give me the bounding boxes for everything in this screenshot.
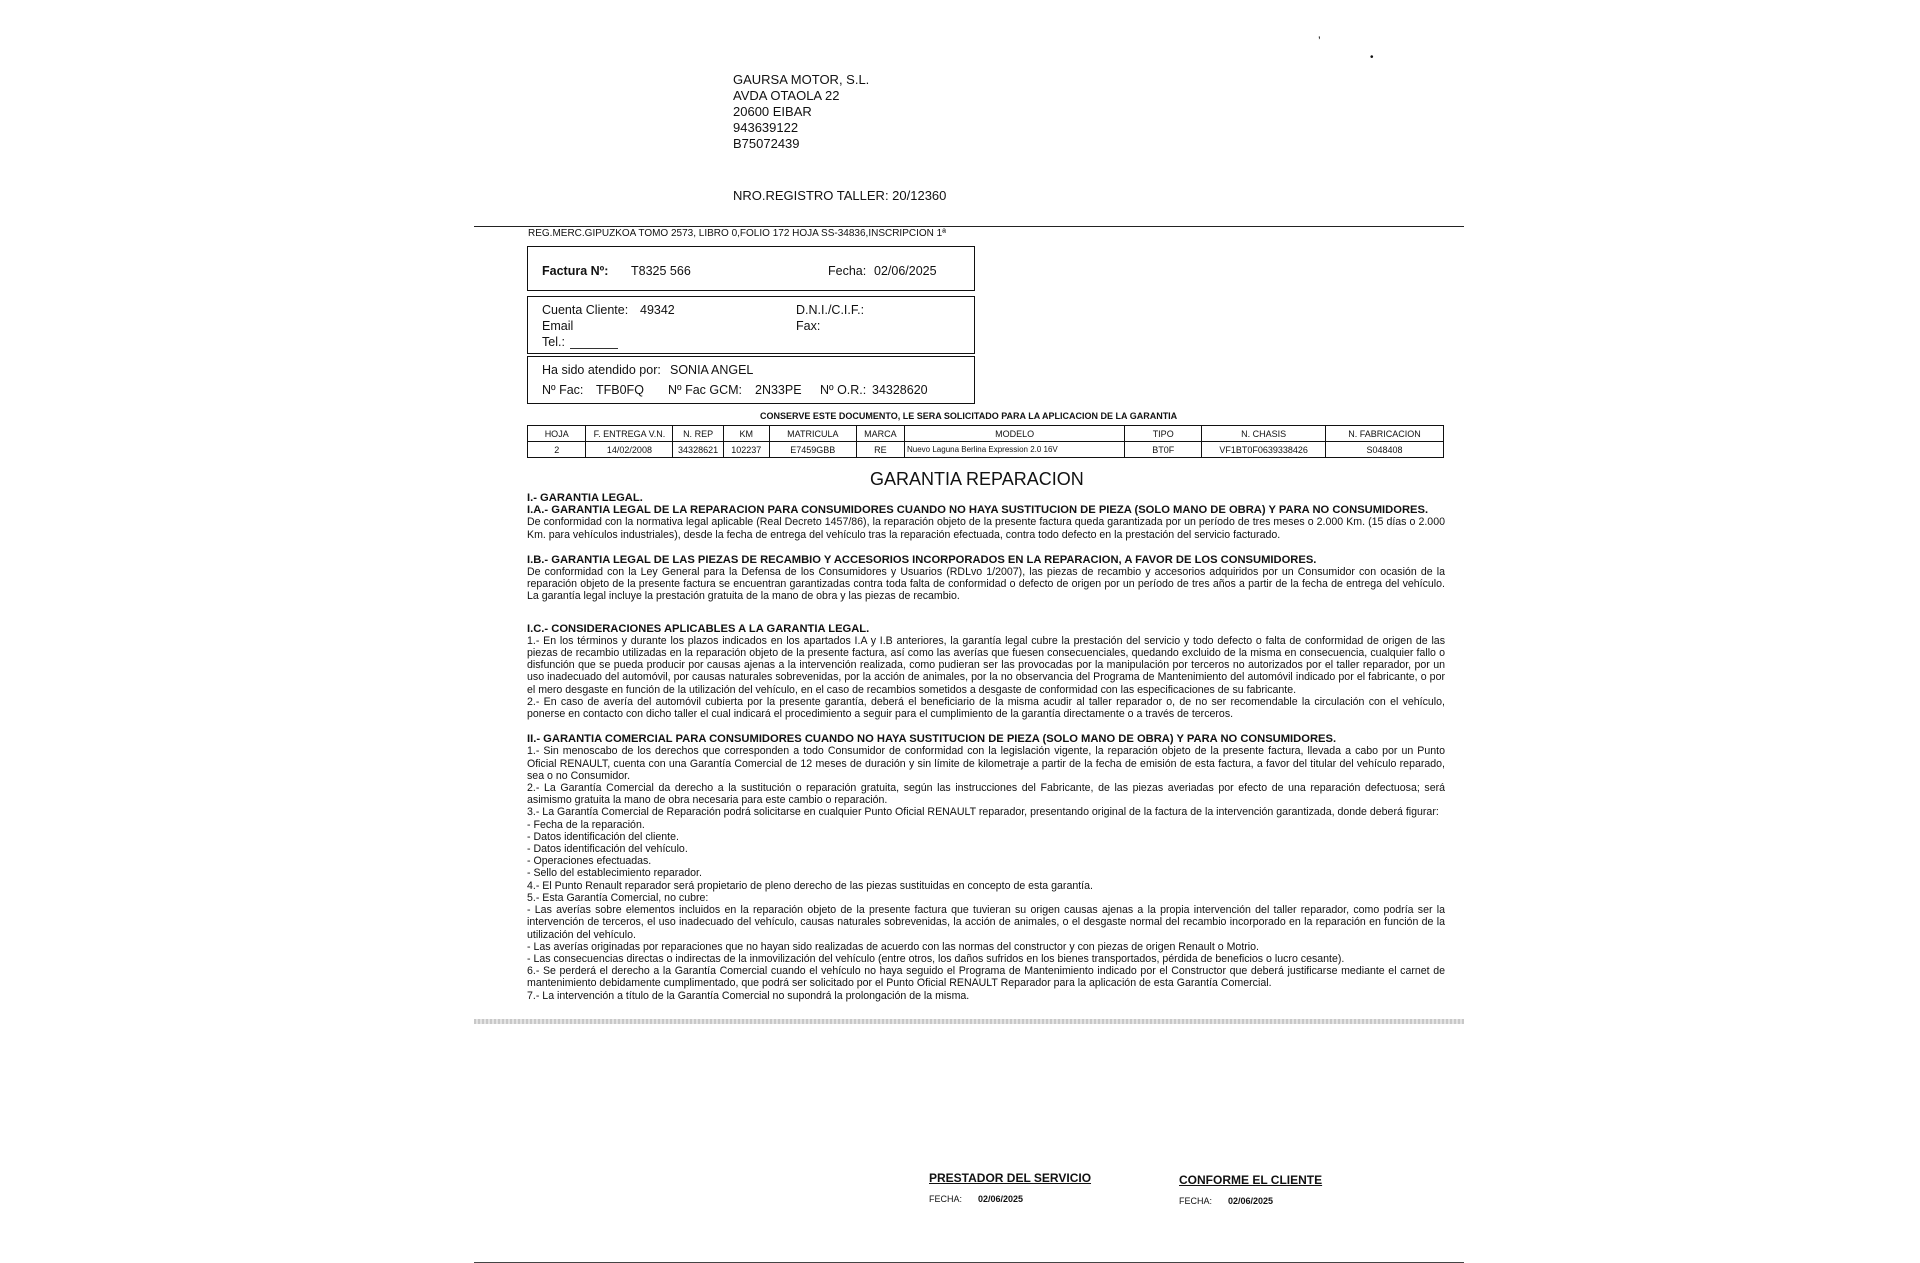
paragraph: 6.- Se perderá el derecho a la Garantía Comercial cuando el vehículo no haya seguido el Programa de Mantenimiento indicado por el Constructor que deberá justificarse mediante el carnet de mantenimiento debidamente cumplimentado, que podrá ser solicitado por el Punto Oficial RENAULT Reparador para la aplicación de esta Garantía Comercial.: [527, 965, 1445, 990]
cell-km: 102237: [723, 442, 769, 458]
scan-artifact-line: [474, 1019, 1464, 1024]
client-box: [527, 296, 975, 354]
dni-label: D.N.I./C.I.F.:: [796, 303, 865, 317]
list-item: - Fecha de la reparación.: [527, 818, 645, 831]
cuenta-label: Cuenta Cliente:: [542, 303, 629, 317]
paragraph: 3.- La Garantía Comercial de Reparación podrá solicitarse en cualquier Punto Oficial RENAULT reparador, presentando original de la factura de la intervención garantizada, donde deberá figurar:: [527, 806, 1439, 819]
email-label: Email: [542, 319, 574, 333]
paragraph: - Las consecuencias directas o indirectas de la inmovilización del vehículo (entre otros, los daños sufridos en los bienes transportados, pérdida de beneficios o lucro cesante).: [527, 952, 1345, 965]
nfac-value: TFB0FQ: [596, 383, 644, 397]
company-header: [733, 72, 869, 152]
col-hoja: HOJA: [528, 426, 586, 442]
paragraph: - Las averías originadas por reparaciones que no hayan sido realizadas de acuerdo con las normas del constructor y con piezas de origen Renault o Motrio.: [527, 940, 1259, 953]
company-name: GAURSA MOTOR, S.L.: [733, 72, 870, 87]
list-item: - Datos identificación del vehículo.: [527, 843, 688, 856]
section-heading: I.C.- CONSIDERACIONES APLICABLES A LA GARANTIA LEGAL.: [527, 622, 870, 635]
document-title: GARANTIA REPARACION: [870, 469, 1084, 489]
company-phone: 943639122: [733, 120, 799, 135]
factura-label: Factura Nº:: [542, 264, 609, 278]
cliente-heading: CONFORME EL CLIENTE: [1179, 1173, 1323, 1187]
paragraph: 5.- Esta Garantía Comercial, no cubre:: [527, 891, 709, 904]
section-heading: I.- GARANTIA LEGAL.: [527, 492, 643, 504]
cell-n-rep: 34328621: [673, 442, 723, 458]
tel-underline: [570, 348, 618, 349]
vehicle-table-header: [528, 426, 1444, 442]
cell-n-fabricacion: S048408: [1326, 442, 1444, 458]
cell-matricula: E7459GBB: [769, 442, 856, 458]
cell-n-chasis: VF1BT0F0639338426: [1202, 442, 1326, 458]
conserve-note: CONSERVE ESTE DOCUMENTO, LE SERA SOLICITADO PARA LA APLICACION DE LA GARANTIA: [760, 411, 1178, 421]
col-modelo: MODELO: [905, 426, 1125, 442]
fecha-value: 02/06/2025: [1228, 1196, 1274, 1206]
cuenta-value: 49342: [640, 303, 675, 317]
paragraph: 2.- La Garantía Comercial da derecho a la sustitución o reparación gratuita, según las instrucciones del Fabricante, de las piezas averiadas por efecto de una reparación defectuosa; será asimismo gratuita la mano de obra necesaria para este cambio o reparación.: [527, 782, 1445, 807]
paragraph: 1.- En los términos y durante los plazos indicados en los apartados I.A y I.B anteriores, la garantía legal cubre la prestación del servicio y todo defecto o falta de conformidad de origen de las piezas de recambio utilizadas en la reparación objeto de la presente factura, así como las averías que fuesen consecuenciales, quedando excluido de la misma en consecuencia, cualquier fallo o disfunción que se pueda producir por causas ajenas a la intervención realizada, como pudieran ser las provocadas por la manipulación por terceros no autorizados por el taller reparador, por un uso inadecuado del automóvil, por causas naturales sobrevenidas, por la acción de animales, por la no observancia del Programa de Mantenimiento del automóvil indicado por el fabricante, o por el mero desgaste en función de la utilización del vehículo, en el caso de recambios sometidos a desgaste de conformidad con las especificaciones de su fabricante.: [527, 634, 1445, 696]
prestador-heading: PRESTADOR DEL SERVICIO: [929, 1171, 1092, 1185]
fax-label: Fax:: [796, 319, 821, 333]
paragraph: 4.- El Punto Renault reparador será propietario de pleno derecho de las piezas sustituidas en concepto de esta garantía.: [527, 879, 1093, 892]
fecha-value: 02/06/2025: [874, 264, 937, 278]
fecha-label: FECHA:: [1179, 1196, 1213, 1206]
nor-label: Nº O.R.:: [820, 383, 867, 397]
col-marca: MARCA: [856, 426, 904, 442]
col-n-fabricacion: N. FABRICACION: [1326, 426, 1444, 442]
fecha-label: Fecha:: [828, 264, 867, 278]
table-row: [528, 442, 1444, 458]
section-heading: II.- GARANTIA COMERCIAL PARA CONSUMIDORES CUANDO NO HAYA SUSTITUCION DE PIEZA (SOLO MANO DE OBRA) Y PARA NO CONSUMIDORES.: [527, 733, 1337, 746]
nor-value: 34328620: [872, 383, 928, 397]
fecha-label: FECHA:: [929, 1194, 963, 1204]
company-cif: B75072439: [733, 136, 800, 151]
company-address: AVDA OTAOLA 22: [733, 88, 840, 103]
paragraph: 1.- Sin menoscabo de los derechos que corresponden a todo Consumidor de conformidad con la legislación vigente, la reparación objeto de la presente factura, llevada a cabo por un Punto Oficial RENAULT, cuenta con una Garantía Comercial de 12 meses de duración y sin límite de kilometraje a partir de la fecha de emisión de esta factura, a favor del titular del vehículo reparado, sea o no Consumidor.: [527, 745, 1445, 782]
paragraph: 7.- La intervención a título de la Garantía Comercial no supondrá la prolongación de la misma.: [527, 989, 970, 1002]
col-tipo: TIPO: [1125, 426, 1202, 442]
cell-f-entrega: 14/02/2008: [586, 442, 673, 458]
tel-label: Tel.:: [542, 335, 565, 349]
nfac-gcm-label: Nº Fac GCM:: [668, 383, 743, 397]
section-heading: I.A.- GARANTIA LEGAL DE LA REPARACION PARA CONSUMIDORES CUANDO NO HAYA SUSTITUCION DE PIEZA (SOLO MANO DE OBRA) Y PARA NO CONSUMIDORES.: [527, 504, 1429, 517]
atendido-value: SONIA ANGEL: [670, 363, 754, 377]
nfac-gcm-value: 2N33PE: [755, 383, 802, 397]
cell-tipo: BT0F: [1125, 442, 1202, 458]
attended-box: [527, 356, 975, 404]
list-item: - Datos identificación del cliente.: [527, 830, 679, 843]
factura-number: T8325 566: [631, 264, 691, 278]
paragraph: De conformidad con la normativa legal aplicable (Real Decreto 1457/86), la reparación objeto de la presente factura queda garantizada por un período de tres meses o 2.000 Km. (15 días o 2.000 Km. para vehículos industriales), desde la fecha de entrega del vehículo tras la reparación efectuada, contra todo defecto en la prestación del servicio facturado.: [527, 516, 1445, 541]
scan-mark: •: [1370, 52, 1374, 63]
list-item: - Sello del establecimiento reparador.: [527, 867, 702, 880]
scan-mark: ’: [1318, 34, 1321, 48]
cell-marca: RE: [856, 442, 904, 458]
col-n-rep: N. REP: [673, 426, 723, 442]
registro-mercantil: REG.MERC.GIPUZKOA TOMO 2573, LIBRO 0,FOLIO 172 HOJA SS-34836,INSCRIPCION 1ª: [528, 228, 946, 239]
col-f-entrega: F. ENTREGA V.N.: [586, 426, 673, 442]
col-matricula: MATRICULA: [769, 426, 856, 442]
cell-modelo: Nuevo Laguna Berlina Expression 2.0 16V: [905, 442, 1125, 458]
header-rule: [474, 226, 1464, 227]
cliente-fecha: [1179, 1196, 1273, 1206]
atendido-label: Ha sido atendido por:: [542, 363, 661, 377]
invoice-box: [527, 246, 975, 291]
cell-hoja: 2: [528, 442, 586, 458]
col-n-chasis: N. CHASIS: [1202, 426, 1326, 442]
fecha-value: 02/06/2025: [978, 1194, 1024, 1204]
nfac-label: Nº Fac:: [542, 383, 584, 397]
prestador-fecha: [929, 1194, 1023, 1204]
section-heading: I.B.- GARANTIA LEGAL DE LAS PIEZAS DE RECAMBIO Y ACCESORIOS INCORPORADOS EN LA REPARACION, A FAVOR DE LOS CONSUMIDORES.: [527, 553, 1317, 566]
list-item: - Operaciones efectuadas.: [527, 855, 652, 868]
col-km: KM: [723, 426, 769, 442]
paragraph: De conformidad con la Ley General para la Defensa de los Consumidores y Usuarios (RDLvo 1/2007), las piezas de recambio y accesorios adquiridos por un Consumidor con ocasión de la reparación objeto de la presente factura se encuentran garantizadas contra toda falta de conformidad o defecto de origen por un período de tres años a partir de la fecha de entrega del vehículo. La garantía legal incluye la prestación gratuita de la mano de obra y las piezas de recambio.: [527, 566, 1445, 603]
paragraph: 2.- En caso de avería del automóvil cubierta por la presente garantía, deberá el beneficiario de la misma acudir al taller reparador o, de no ser recomendable la circulación con el vehículo, ponerse en contacto con dicho taller el cual indicará el procedimiento a seguir para el cumplimiento de la garantía directamente o a través de terceros.: [527, 695, 1445, 721]
company-city: 20600 EIBAR: [733, 104, 812, 119]
registro-taller: NRO.REGISTRO TALLER: 20/12360: [733, 188, 947, 203]
warranty-text: [527, 492, 1445, 1002]
paragraph: - Las averías sobre elementos incluidos en la reparación objeto de la presente factura que tuvieran su origen causas ajenas a la propia intervención del taller reparador, como podría ser la intervención de terceros, el uso inadecuado del vehículo, causas naturales sobrevenidas, la acción de animales, o el desgaste normal del recambio incorporado en la reparación en función de la utilización del vehículo.: [527, 904, 1445, 941]
vehicle-table: [527, 425, 1444, 458]
